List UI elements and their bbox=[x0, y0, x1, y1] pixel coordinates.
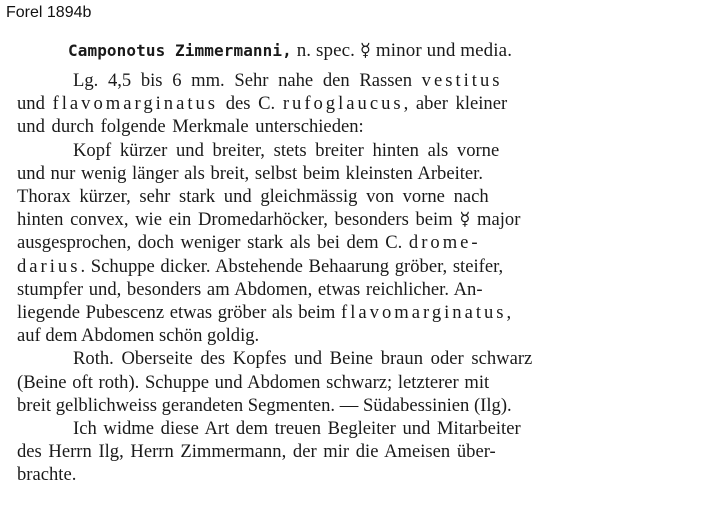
heading-castes: minor und media. bbox=[371, 40, 513, 61]
text-line: des Herrn Ilg, Herrn Zimmermann, der mir die Ameisen über- bbox=[17, 441, 496, 463]
source-label: Forel 1894b bbox=[6, 4, 92, 21]
text-line: breit gelblichweiss gerandeten Segmenten. — Südabessinien (Ilg). bbox=[17, 394, 512, 416]
text-line bbox=[17, 231, 707, 254]
worker-caste-symbol: ☿ bbox=[459, 209, 471, 230]
text-run: des C. bbox=[218, 93, 283, 115]
text-line: und durch folgende Merkmale unterschieden: bbox=[17, 116, 364, 138]
text-line bbox=[17, 208, 707, 231]
text-line: auf dem Abdomen schön goldig. bbox=[17, 325, 260, 347]
spaced-taxon: rufoglaucus bbox=[282, 93, 404, 115]
spaced-taxon: darius bbox=[17, 255, 81, 277]
text-line bbox=[17, 69, 707, 92]
species-heading bbox=[68, 40, 512, 62]
paragraph-coloration bbox=[17, 347, 707, 417]
heading-rest: n. spec. bbox=[291, 40, 360, 61]
spaced-taxon: vestitus bbox=[421, 70, 503, 91]
paragraph-morphology bbox=[17, 139, 707, 348]
text-line: (Beine oft roth). Schuppe und Abdomen schwarz; letzterer mit bbox=[17, 371, 490, 393]
text-line bbox=[17, 301, 707, 324]
text-run: Lg. 4,5 bis 6 mm. Sehr nahe den Rassen bbox=[73, 70, 422, 91]
text-line bbox=[17, 255, 707, 278]
spaced-taxon: flavomarginatus bbox=[341, 302, 507, 324]
text-line: Kopf kürzer und breiter, stets breiter hinten als vorne bbox=[73, 139, 500, 161]
text-run: , aber kleiner bbox=[403, 93, 508, 115]
text-run: liegende Pubescenz etwas gröber als beim bbox=[17, 302, 342, 324]
text-run: ausgesprochen, doch weniger stark als bei dem C. bbox=[17, 232, 409, 254]
spaced-taxon: drome- bbox=[408, 232, 481, 254]
paragraph-measurements bbox=[17, 69, 707, 139]
species-name: Camponotus Zimmermanni, bbox=[68, 41, 292, 60]
text-run: , bbox=[506, 302, 512, 324]
spaced-taxon: flavomarginatus bbox=[52, 93, 219, 115]
text-run: und bbox=[17, 93, 53, 115]
text-line: brachte. bbox=[17, 464, 77, 486]
text-line bbox=[17, 92, 707, 115]
text-line: Roth. Oberseite des Kopfes und Beine braun oder schwarz bbox=[73, 348, 533, 370]
description-body bbox=[17, 69, 707, 487]
worker-caste-symbol: ☿ bbox=[359, 40, 372, 60]
text-run: major bbox=[470, 209, 521, 231]
text-run: hinten convex, wie ein Dromedarhöcker, besonders beim bbox=[17, 209, 460, 231]
paragraph-dedication bbox=[17, 417, 707, 487]
text-line: stumpfer und, besonders am Abdomen, etwas reichlicher. An- bbox=[17, 278, 483, 300]
text-line: Ich widme diese Art dem treuen Begleiter und Mitarbeiter bbox=[73, 418, 521, 440]
text-run: . Schuppe dicker. Abstehende Behaarung gröber, steifer, bbox=[80, 255, 504, 277]
text-line: und nur wenig länger als breit, selbst beim kleinsten Arbeiter. bbox=[17, 162, 483, 184]
text-line: Thorax kürzer, sehr stark und gleichmässig von vorne nach bbox=[17, 186, 489, 208]
